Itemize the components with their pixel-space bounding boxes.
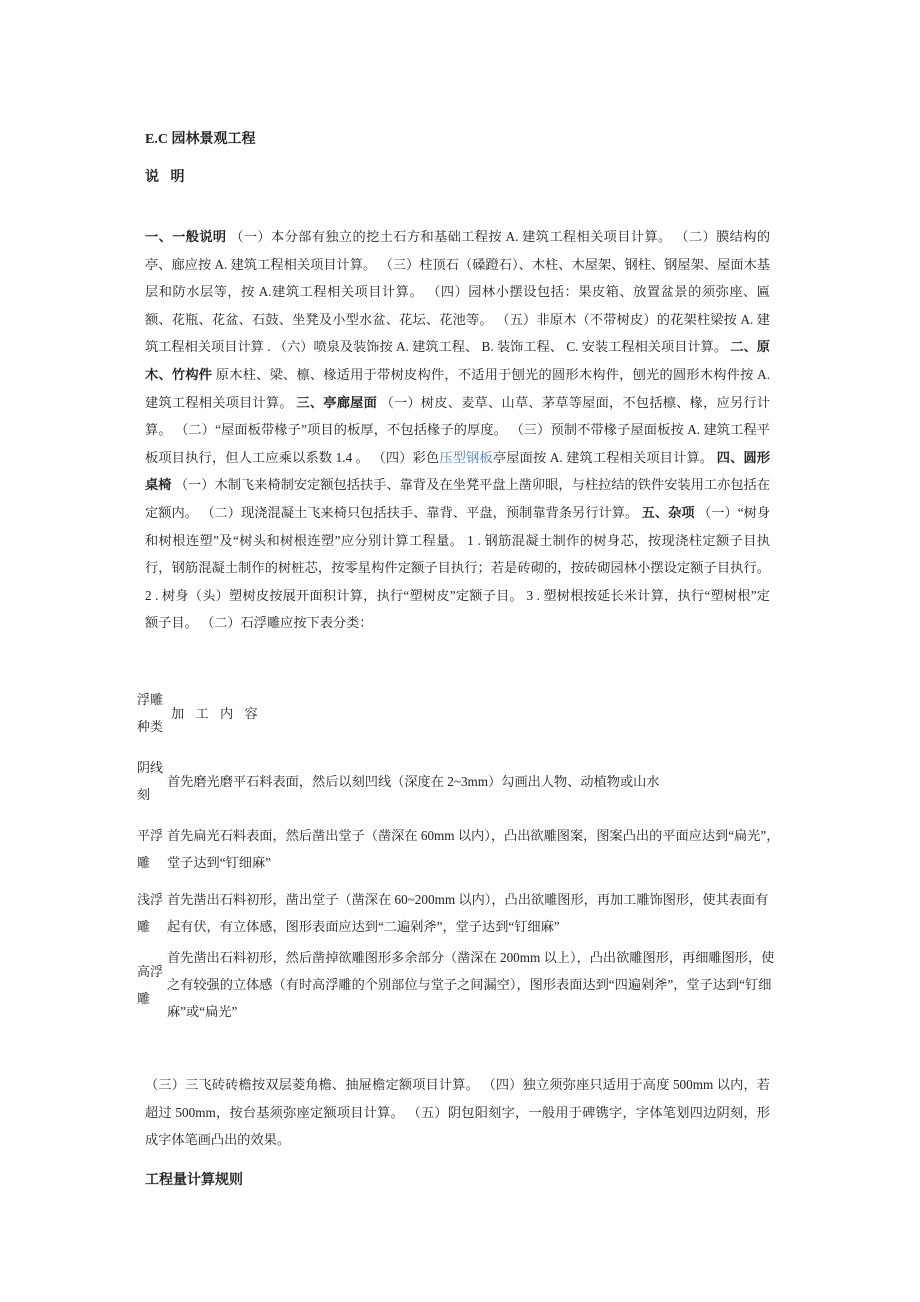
row-content: 首先凿出石料初形，凿出堂子（凿深在 60~200mm 以内），凸出欲雕图形，再加工雕饰图形，使其表面有起有伏，有立体感，图形表面应达到“二遍剁斧”，堂子达到“钉细麻” bbox=[167, 892, 769, 934]
table-row bbox=[137, 816, 781, 882]
general-text: （一）本分部有独立的挖土石方和基础工程按 A. 建筑工程相关项目计算。 （二）膜结构的亭、廊应按 A. 建筑工程相关项目计算。 （三）柱顶石（磉蹬石）、木柱、木屋架、钢柱、钢屋架、屋面木基层和防水层等，按 A.建筑工程相关项目计算。 （四）园林小摆设包括：果皮箱、放置盆景的须弥座、匾额、花瓶、花盆、石鼓、坐凳及小型水盆、花坛、花池等。 （五）非原木（不带树皮）的花架柱梁按 A. 建筑工程相关项目计算 . （六）喷泉及装饰按 A. 建筑工程、 B. 装饰工程、 C. 安装工程相关项目计算。 bbox=[145, 229, 771, 355]
chairs-text: （一）木制飞来椅制安定额包括扶手、靠背及在坐凳平盘上凿卯眼，与柱拉结的铁件安装用工亦包括在定额内。 （二）现浇混凝土飞来椅只包括扶手、靠背、平盘，预制靠背条另行计算。 bbox=[145, 477, 771, 520]
row-category: 浅浮雕 bbox=[137, 892, 164, 934]
steel-plate-link[interactable]: 压型钢板 bbox=[439, 449, 493, 465]
heading-roof: 三、亭廊屋面 bbox=[296, 394, 378, 410]
heading-general: 一、一般说明 bbox=[145, 229, 227, 244]
table-header-row bbox=[137, 680, 781, 746]
table-row bbox=[137, 944, 781, 1025]
general-notes-paragraph bbox=[145, 223, 770, 637]
row-category: 阴线刻 bbox=[137, 760, 164, 802]
row-content: 首先磨光磨平石料表面，然后以刻凹线（深度在 2~3mm）勾画出人物、动植物或山水 bbox=[167, 773, 660, 789]
timber-text: 原木柱、梁、檩、椽适用于带树皮构件，不适用于刨光的圆形木构件，刨光的圆形木构件按 A. 建筑工程相关项目计算。 bbox=[145, 366, 771, 410]
header-category: 浮雕种类 bbox=[137, 692, 164, 734]
document-title: E.C 园林景观工程 bbox=[145, 132, 256, 147]
roof-text-a: （一）树皮、麦草、山草、茅草等屋面，不包括檩、椽，应另行计算。 （二）“屋面板带椽子”项目的板厚，不包括椽子的厚度。 （三）预制不带椽子屋面板按 A. 建筑工程平板项目执行，但人工应乘以系数 1.4 。 （四）彩色 bbox=[145, 394, 771, 465]
heading-misc: 五、杂项 bbox=[641, 504, 695, 520]
heading-timber: 二、原木、竹构件 bbox=[145, 339, 770, 382]
roof-text-b: 亭屋面按 A. 建筑工程相关项目计算。 bbox=[492, 449, 714, 465]
closing-notes-paragraph: （三）三飞砖砖檐按双层菱角檐、抽屉檐定额项目计算。 （四）独立须弥座只适用于高度 500mm 以内，若超过 500mm，按台基须弥座定额项目计算。 （五）阴包阳刻字，一般用于碑镌字，字体笔划四边阴刻，形成字体笔画凸出的效果。 bbox=[145, 1077, 770, 1148]
relief-carving-table bbox=[137, 680, 781, 1025]
misc-text: （一）“树身和树根连塑”及“树头和树根连塑”应分别计算工程量。 1 . 钢筋混凝土制作的树身芯，按现浇柱定额子目执行，钢筋混凝土制作的树桩芯，按零星构件定额子目执行；若是砖砌的，按砖砌园林小摆设定额子目执行。 2 . 树身（头）塑树皮按展开面积计算，执行“塑树皮”定额子目。 3 . 塑树根按延长米计算，执行“塑树根”定额子目。 （二）石浮雕应按下表分类： bbox=[145, 504, 771, 631]
section-subtitle: 说 明 bbox=[145, 170, 189, 185]
row-content: 首先扁光石料表面，然后凿出堂子（凿深在 60mm 以内），凸出欲雕图案，图案凸出的平面应达到“扁光”，堂子达到“钉细麻” bbox=[167, 828, 780, 870]
calculation-rules-heading: 工程量计算规则 bbox=[145, 1173, 243, 1188]
table-row bbox=[137, 746, 781, 816]
table-row bbox=[137, 882, 781, 944]
row-content: 首先凿出石料初形，然后凿掉欲雕图形多余部分（凿深在 200mm 以上），凸出欲雕图形，再细雕图形，使之有较强的立体感（有时高浮雕的个别部位与堂子之间漏空），图形表面达到“四遍剁斧”，堂子达到“钉细麻”或“扁光” bbox=[167, 950, 775, 1019]
header-content: 加 工 内 容 bbox=[171, 705, 262, 721]
row-category: 高浮雕 bbox=[137, 963, 164, 1006]
heading-chairs: 四、圆形桌椅 bbox=[145, 449, 771, 493]
row-category: 平浮雕 bbox=[137, 828, 164, 870]
